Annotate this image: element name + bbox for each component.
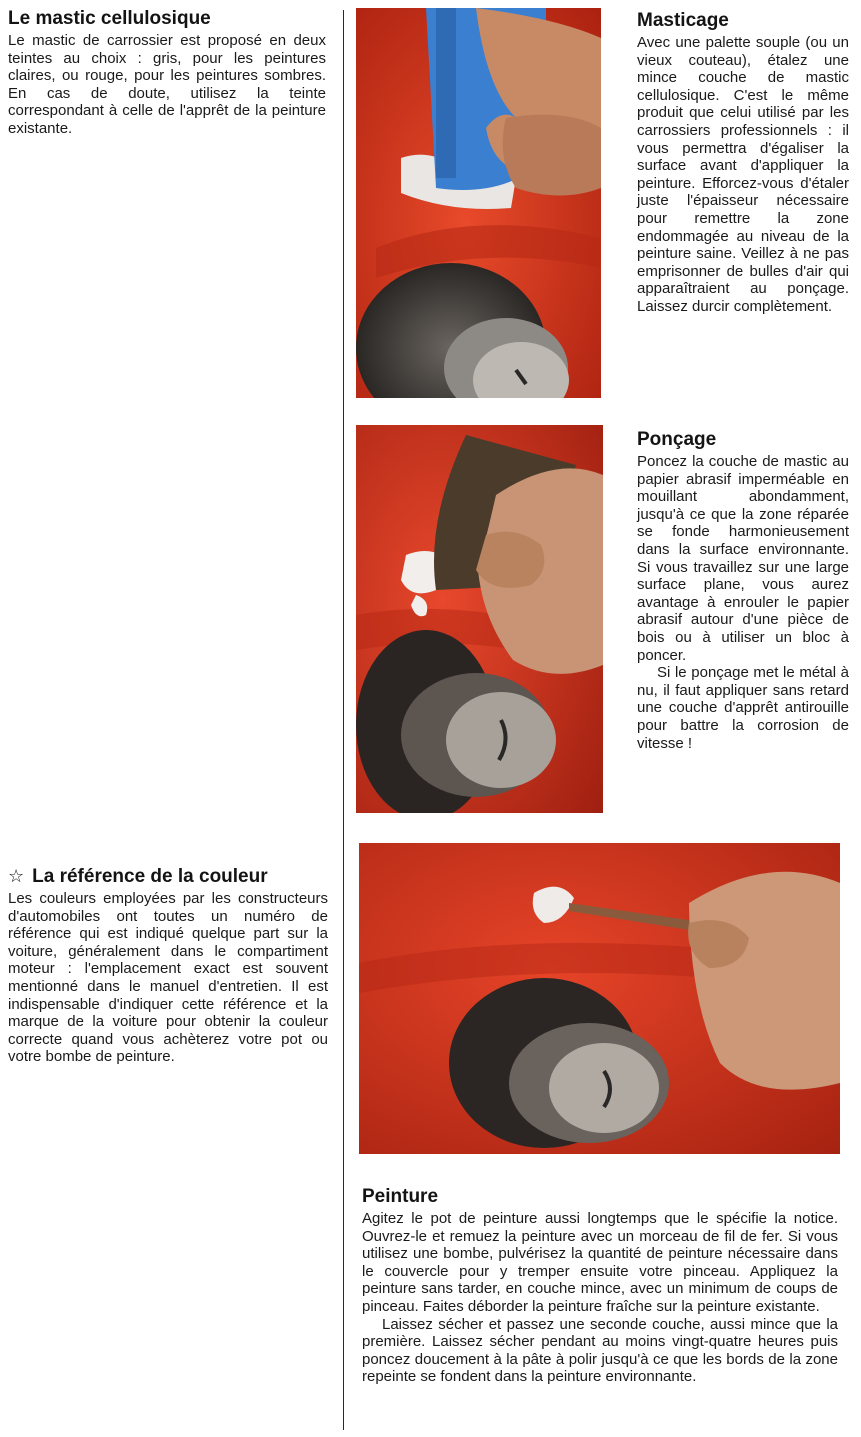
peinture-body-2: Laissez sécher et passez une seconde couche, aussi mince que la première. Laissez sécher pendant au moins vingt-quatre heures puis poncez doucement à la pâte à polir jusqu'à ce que les bords de la zone repeinte se fondent dans la peinture environnante. [362,1315,838,1386]
photo-peinture [359,843,840,1154]
mastic-title: Le mastic cellulosique [8,8,211,29]
peinture-section [362,1186,838,1386]
reference-title: La référence de la couleur [32,866,268,887]
reference-section [8,865,328,1066]
poncage-body-1: Poncez la couche de mastic au papier abrasif imperméable en mouillant abondamment, jusqu'à ce que la zone réparée se fonde harmonieusement dans la surface environnante. Si vous travaillez sur une large surface plane, vous aurez avantage à enrouler le papier abrasif autour d'une pièce de bois ou à utiliser un bloc à poncer. [637,453,849,664]
star-icon: ☆ [8,866,25,886]
mastic-body: Le mastic de carrossier est proposé en deux teintes au choix : gris, pour les peintures claires, ou rouge, pour les peintures sombres. En cas de doute, utilisez la teinte correspondant à celle de l'apprêt de la peinture existante. [8,32,326,137]
column-divider [343,10,344,1430]
poncage-section [637,429,849,752]
photo-masticage [356,8,601,398]
masticage-title: Masticage [637,10,729,31]
masticage-section [637,10,849,316]
poncage-title: Ponçage [637,429,717,450]
mastic-section [8,8,326,138]
reference-body: Les couleurs employées par les constructeurs d'automobiles ont toutes un numéro de référence qui est indiqué quelque part sur la voiture, généralement dans le compartiment moteur : l'emplacement exact est souvent mentionné dans le manuel d'entretien. Il est indispensable d'indiquer cette référence et la marque de la voiture pour obtenir la couleur correcte quand vous achèterez votre pot ou votre bombe de peinture. [8,890,328,1066]
reference-heading [8,865,328,888]
masticage-body: Avec une palette souple (ou un vieux couteau), étalez une mince couche de mastic cellulosique. C'est le même produit que celui utilisé par les carrossiers professionnels : il vous permettra d'égaliser la surface avant d'appliquer la peinture. Efforcez-vous d'étaler juste l'épaisseur nécessaire pour remettre la zone endommagée au niveau de la peinture saine. Veillez à ne pas emprisonner de bulles d'air qui apparaîtraient au ponçage. Laissez durcir complètement. [637,34,849,315]
poncage-body-2: Si le ponçage met le métal à nu, il faut appliquer sans retard une couche d'apprêt antirouille pour battre la corrosion de vitesse ! [637,664,849,752]
peinture-title: Peinture [362,1186,439,1207]
peinture-body-1: Agitez le pot de peinture aussi longtemps que le spécifie la notice. Ouvrez-le et remuez la peinture avec un morceau de fil de fer. Si vous utilisez une bombe, pulvérisez la quantité de peinture nécessaire dans le couvercle pour y tremper ensuite votre pinceau. Appliquez la peinture sans tarder, en couche mince, avec un minimum de coups de pinceau. Faites déborder la peinture fraîche sur la peinture existante. [362,1210,838,1315]
photo-poncage [356,425,603,813]
